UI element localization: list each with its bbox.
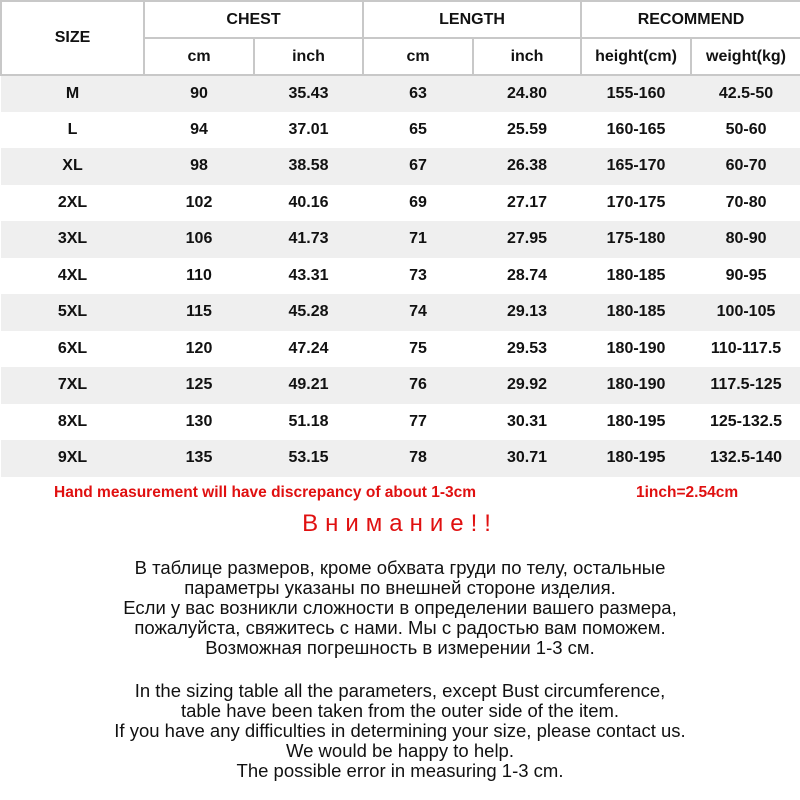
cell-weight: 80-90 [725,230,767,248]
cell-height: 175-180 [606,230,666,248]
cell-chest-cm: 125 [185,376,213,394]
cell-chest-inch: 45.28 [288,303,329,321]
table-row [1,404,800,441]
cell-weight: 90-95 [725,266,767,284]
cell-size: 7XL [57,376,88,394]
cell-chest-cm: 120 [185,339,213,357]
cell-chest-cm: 90 [190,84,208,102]
header-size: SIZE [1,1,144,75]
cell-height: 180-190 [606,339,666,357]
cell-chest-cm: 106 [185,230,213,248]
cell-size: 4XL [57,266,88,284]
english-line: If you have any difficulties in determining your size, please contact us. [114,720,686,741]
russian-line: параметры указаны по внешней стороне изделия. [184,577,616,598]
cell-length-cm: 69 [409,193,427,211]
cell-length-inch: 27.95 [506,230,548,248]
cell-chest-cm: 135 [185,449,213,467]
cell-length-cm: 77 [409,412,427,430]
russian-line: пожалуйста, свяжитесь с нами. Мы с радостью вам поможем. [134,617,666,638]
english-line: We would be happy to help. [286,740,514,761]
cell-length-cm: 75 [409,339,427,357]
cell-length-inch: 30.71 [506,449,548,467]
cell-height: 180-195 [606,412,666,430]
table-row [1,148,800,185]
cell-length-inch: 28.74 [506,266,548,284]
cell-chest-inch: 35.43 [288,84,329,102]
cell-length-inch: 29.92 [506,376,548,394]
table-row [1,185,800,222]
cell-height: 165-170 [606,157,666,175]
warning-title: Внимание!! [302,510,498,537]
cell-weight: 60-70 [725,157,767,175]
cell-weight: 110-117.5 [710,339,782,357]
cell-length-cm: 76 [409,376,427,394]
cell-chest-cm: 130 [185,412,213,430]
cell-chest-inch: 38.58 [288,157,329,175]
header-recommend: RECOMMEND [581,1,800,38]
table-row [1,367,800,404]
cell-length-inch: 30.31 [506,412,548,430]
cell-weight: 132.5-140 [709,449,783,467]
cell-size: 6XL [57,339,88,357]
cell-length-inch: 24.80 [506,84,548,102]
cell-height: 160-165 [606,120,666,138]
table-row [1,294,800,331]
cell-length-cm: 73 [409,266,427,284]
cell-height: 170-175 [606,193,666,211]
cell-weight: 42.5-50 [718,84,774,102]
cell-weight: 125-132.5 [709,412,783,430]
header-height: height(cm) [581,38,691,75]
table-row [1,75,800,112]
cell-chest-inch: 37.01 [288,120,329,138]
cell-chest-cm: 98 [190,157,208,175]
russian-line: Возможная погрешность в измерении 1-3 см. [205,637,595,658]
header-weight: weight(kg) [691,38,800,75]
cell-weight: 117.5-125 [710,376,782,394]
cell-chest-inch: 40.16 [288,193,329,211]
cell-chest-cm: 94 [190,120,208,138]
cell-height: 180-185 [606,303,666,321]
cell-length-cm: 65 [409,120,427,138]
table-row [1,440,800,477]
cell-length-cm: 67 [409,157,427,175]
cell-length-cm: 63 [409,84,427,102]
cell-height: 180-185 [606,266,666,284]
cell-size: 2XL [57,193,88,211]
cell-chest-cm: 110 [186,266,212,284]
russian-line: В таблице размеров, кроме обхвата груди по телу, остальные [134,557,666,578]
table-row [1,258,800,295]
cell-height: 155-160 [606,84,666,102]
cell-size: 5XL [57,303,88,321]
header-chest-inch: inch [254,38,363,75]
cell-chest-inch: 51.18 [288,412,329,430]
russian-line: Если у вас возникли сложности в определении вашего размера, [123,597,677,618]
english-line: table have been taken from the outer side of the item. [180,700,620,721]
cell-length-cm: 71 [409,230,427,248]
english-notice [0,681,800,781]
english-line: In the sizing table all the parameters, except Bust circumference, [134,680,666,701]
cell-length-cm: 74 [409,303,427,321]
cell-chest-cm: 102 [185,193,213,211]
cell-length-inch: 27.17 [506,193,548,211]
cell-chest-inch: 43.31 [288,266,329,284]
cell-chest-inch: 49.21 [288,376,329,394]
russian-notice [0,558,800,658]
cell-height: 180-195 [606,449,666,467]
header-chest-cm: cm [144,38,254,75]
header-length-inch: inch [473,38,581,75]
english-line: The possible error in measuring 1-3 cm. [236,760,564,781]
cell-size: M [65,84,80,102]
cell-length-inch: 29.53 [506,339,548,357]
cell-size: 9XL [57,449,88,467]
cell-weight: 50-60 [725,120,767,138]
header-length-cm: cm [363,38,473,75]
cell-weight: 100-105 [716,303,776,321]
cell-size: 3XL [57,230,88,248]
table-row [1,221,800,258]
table-row [1,331,800,368]
cell-chest-inch: 47.24 [288,339,329,357]
cell-weight: 70-80 [725,193,767,211]
cell-length-inch: 26.38 [506,157,548,175]
discrepancy-note: Hand measurement will have discrepancy of about 1-3cm [54,484,477,501]
cell-length-inch: 29.13 [506,303,548,321]
cell-size: L [67,120,78,138]
cell-length-inch: 25.59 [506,120,548,138]
conversion-note: 1inch=2.54cm [636,484,739,501]
cell-chest-inch: 53.15 [288,449,329,467]
cell-size: XL [62,157,83,175]
cell-height: 180-190 [606,376,666,394]
header-length: LENGTH [363,1,581,38]
header-chest: CHEST [144,1,363,38]
cell-chest-cm: 115 [186,303,212,321]
cell-chest-inch: 41.73 [288,230,329,248]
cell-length-cm: 78 [409,449,427,467]
table-row [1,112,800,149]
cell-size: 8XL [57,412,88,430]
